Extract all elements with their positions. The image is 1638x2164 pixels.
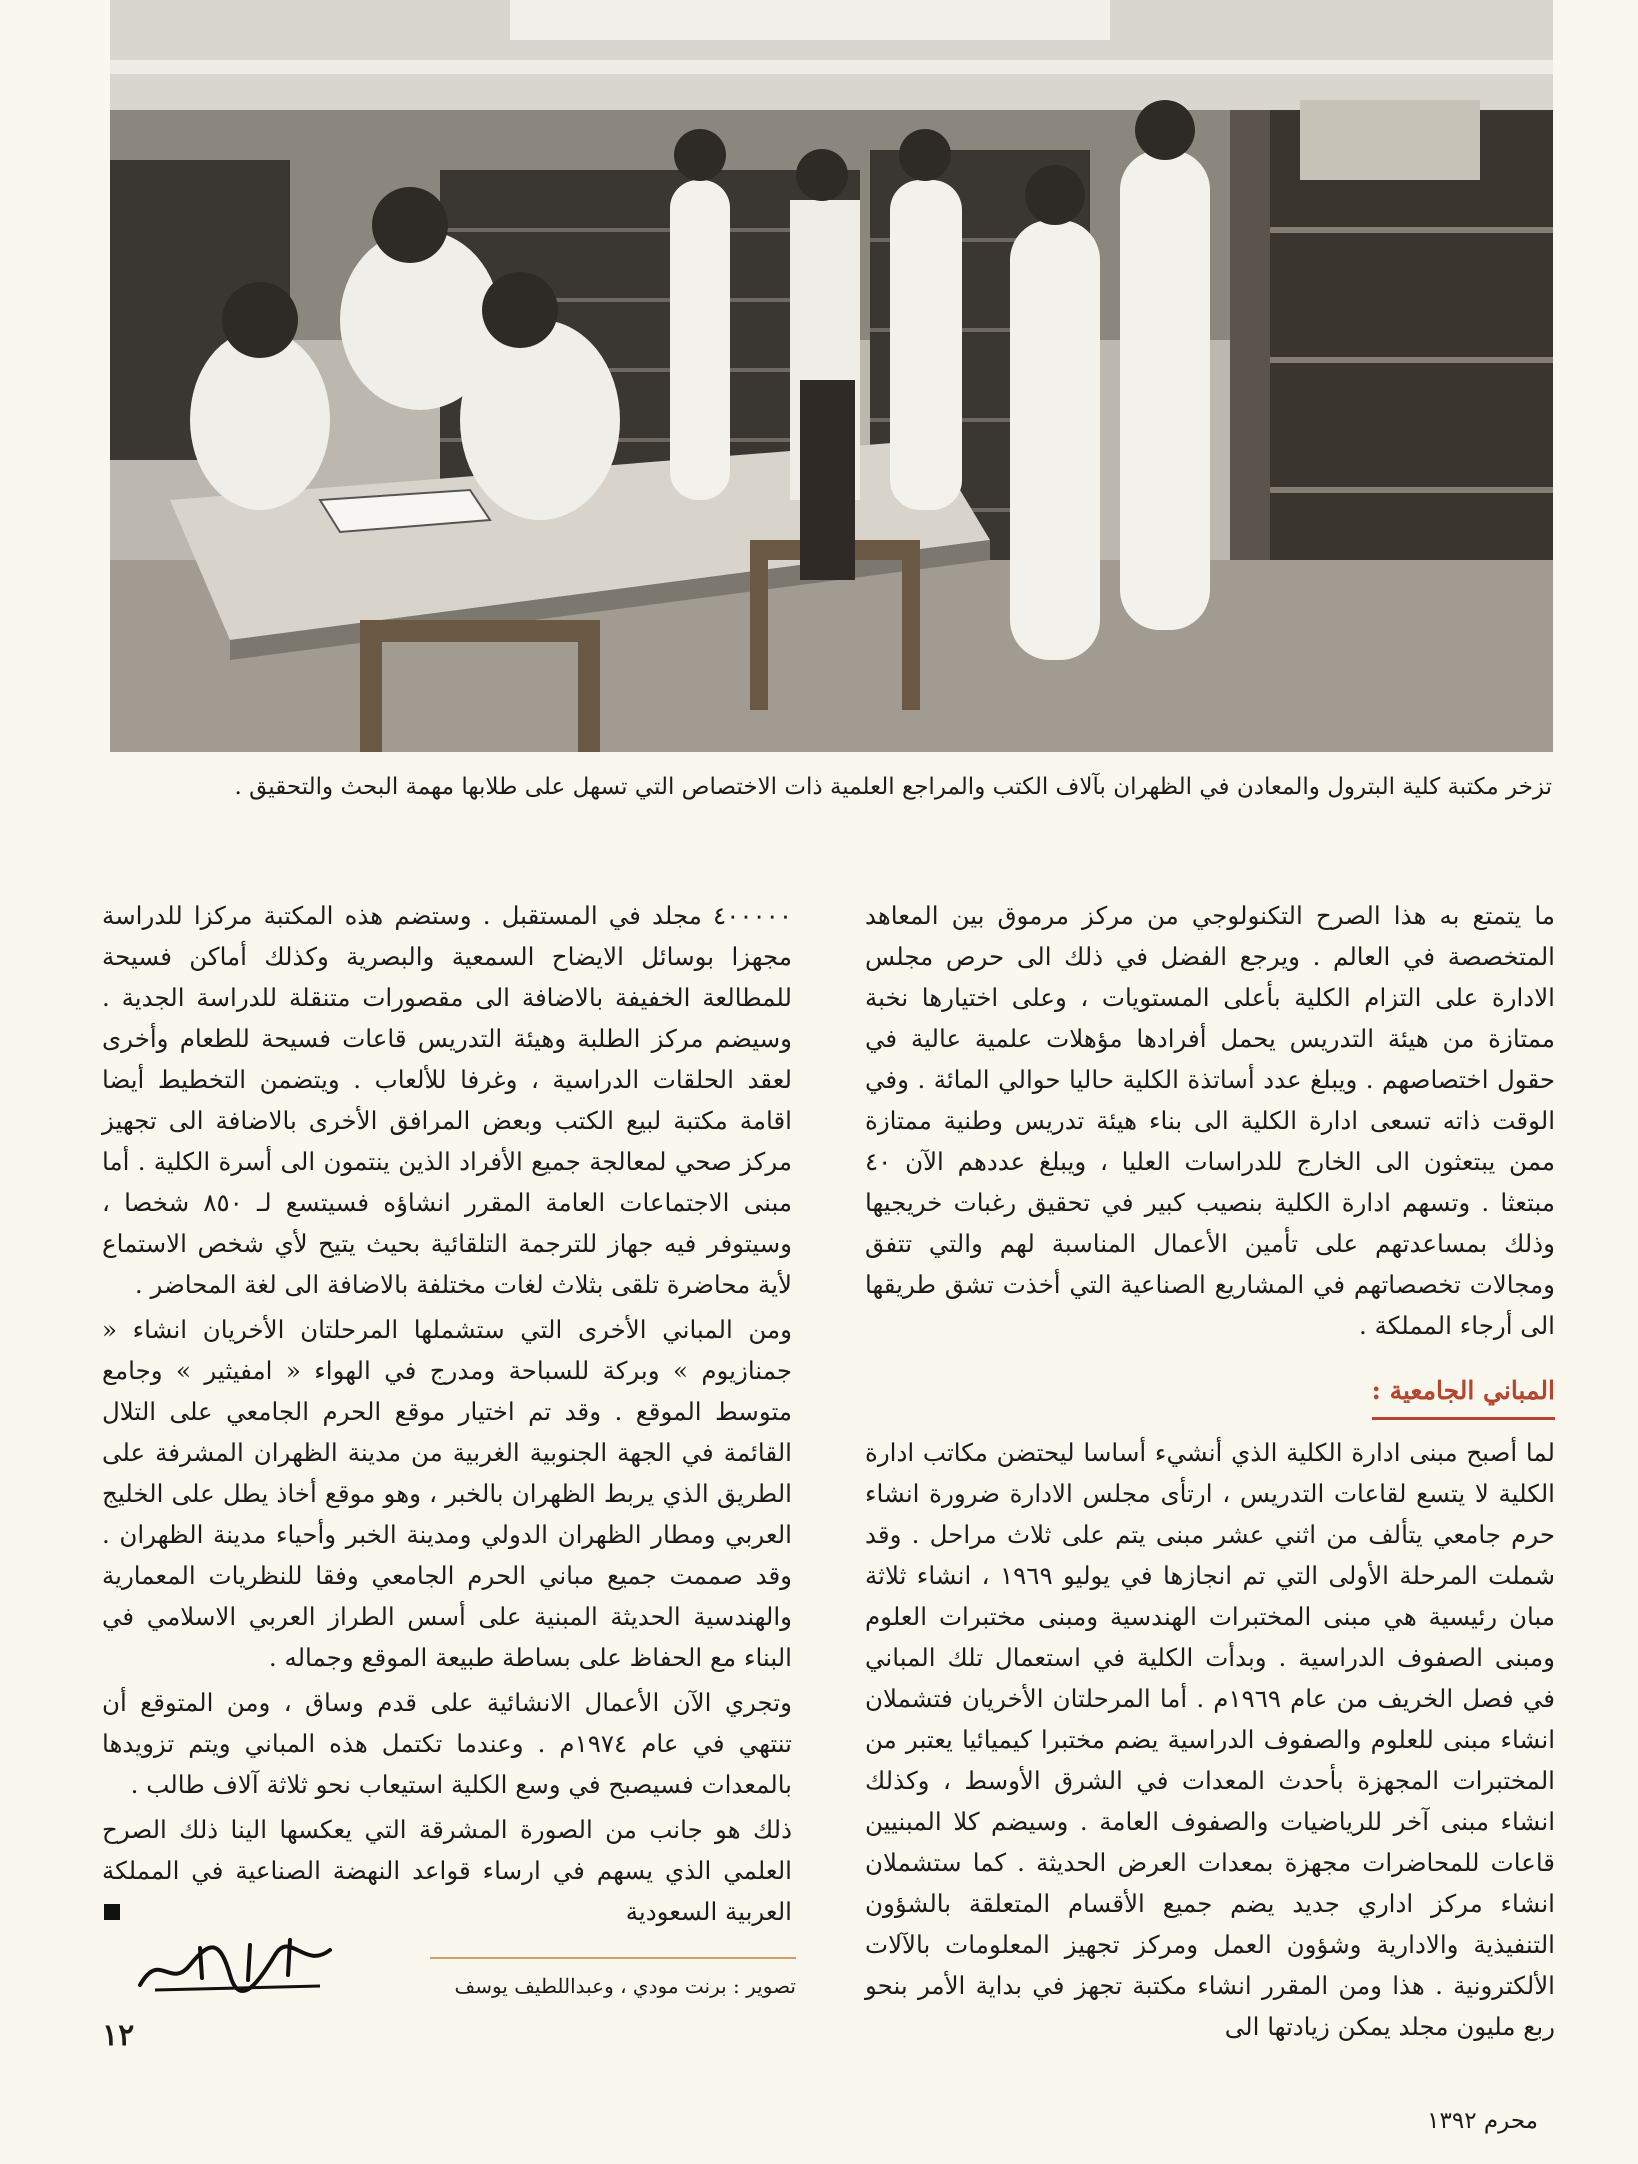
right-paragraph-2: لما أصبح مبنى ادارة الكلية الذي أنشيء أساسا ليحتضن مكاتب ادارة الكلية لا يتسع لقاعات التدريس ، ارتأى مجلس الادارة ضرورة انشاء حرم جامعي يتألف من اثني عشر مبنى يتم على ثلاث مراحل . وقد شملت المرحلة الأولى التي تم انجازها في يوليو ١٩٦٩ ، انشاء ثلاثة مبان رئيسية هي مبنى المختبرات الهندسية ومبنى مختبرات العلوم ومبنى الصفوف الدراسية . وبدأت الكلية في استعمال تلك المباني في فصل الخريف من عام ١٩٦٩م . أما المرحلتان الأخريان فتشملان انشاء مبنى للعلوم والصفوف الدراسية يضم مختبرا كيميائيا يعتبر من المختبرات المجهزة بأحدث المعدات في الشرق الأوسط ، وكذلك انشاء مبنى آخر للرياضيات والصفوف العامة . وسيضم كلا المبنيين قاعات للمحاضرات مجهزة بمعدات العرض الحديثة . كما ستشملان انشاء مركز اداري جديد يضم جميع الأقسام المتعلقة بالشؤون التنفيذية والادارية وشؤون العمل ومركز تجهيز المعلومات بالآلات الألكترونية . هذا ومن المقرر انشاء مكتبة تجهز في بداية الأمر بنحو ربع مليون مجلد يمكن زيادتها الى [865,1438,1555,2041]
end-of-article-mark-icon [104,1904,120,1920]
section-heading: المباني الجامعية : [1372,1370,1555,1420]
library-photo [110,0,1553,752]
right-column [865,895,1555,2051]
author-signature [130,1930,340,2000]
left-column [102,895,792,1936]
left-paragraph-3: وتجري الآن الأعمال الانشائية على قدم وساق ، ومن المتوقع أن تنتهي في عام ١٩٧٤م . وعندما تكتمل هذه المباني ويتم تزويدها بالمعدات فسيصبح في وسع الكلية استيعاب نحو ثلاثة آلاف طالب . [102,1688,792,1799]
photo-credit: تصوير : برنت مودي ، وعبداللطيف يوسف [454,1974,796,1998]
left-paragraph-4: ذلك هو جانب من الصورة المشرقة التي يعكسها الينا ذلك الصرح العلمي الذي يسهم في ارساء قواعد النهضة الصناعية في المملكة العربية السعودية [102,1815,792,1926]
left-paragraph-2: ومن المباني الأخرى التي ستشملها المرحلتان الأخريان انشاء « جمنازيوم » وبركة للسباحة ومدرج في الهواء « امفيثير » وجامع متوسط الموقع . وقد تم اختيار موقع الحرم الجامعي على التلال القائمة في الجهة الجنوبية الغربية من مدينة الظهران المشرفة على الطريق الذي يربط الظهران بالخبر ، وهو موقع أخاذ يطل على الخليج العربي ومطار الظهران الدولي ومدينة الخبر وأحياء مدينة الظهران . وقد صممت جميع مباني الحرم الجامعي وفقا للنظريات المعمارية والهندسية الحديثة المبنية على أسس الطراز العربي الاسلامي في البناء مع الحفاظ على بساطة طبيعة الموقع وجماله . [102,1315,792,1672]
left-paragraph-1: ٤٠٠٠٠٠ مجلد في المستقبل . وستضم هذه المكتبة مركزا للدراسة مجهزا بوسائل الايضاح السمعية والبصرية وكذلك أماكن فسيحة للمطالعة الخفيفة بالاضافة الى مقصورات متنقلة للدراسة الجدية . وسيضم مركز الطلبة وهيئة التدريس قاعات فسيحة للطعام وأخرى لعقد الحلقات الدراسية ، وغرفا للألعاب . ويتضمن التخطيط أيضا اقامة مكتبة لبيع الكتب وبعض المرافق الأخرى بالاضافة الى تجهيز مركز صحي لمعالجة جميع الأفراد الذين ينتمون الى أسرة الكلية . أما مبنى الاجتماعات العامة المقرر انشاؤه فسيتسع لـ ٨٥٠ شخصا ، وسيتوفر فيه جهاز للترجمة التلقائية بحيث يتيح لأي شخص الاستماع لأية محاضرة تلقى بثلاث لغات مختلفة بالاضافة الى لغة المحاضر . [102,901,792,1299]
page-number: ١٢ [102,2018,135,2053]
photo-caption: تزخر مكتبة كلية البترول والمعادن في الظهران بآلاف الكتب والمراجع العلمية ذات الاختصاص التي تسهل على طلابها مهمة البحث والتحقيق . [234,774,1552,800]
credit-divider [430,1957,796,1959]
issue-date: محرم ١٣٩٢ [1427,2108,1538,2134]
right-paragraph-1: ما يتمتع به هذا الصرح التكنولوجي من مركز مرموق بين المعاهد المتخصصة في العالم . ويرجع الفضل في ذلك الى حرص مجلس الادارة على التزام الكلية بأعلى المستويات ، وعلى اختيارها نخبة ممتازة من هيئة التدريس يحمل أفرادها مؤهلات علمية عالية في حقول اختصاصهم . ويبلغ عدد أساتذة الكلية حاليا حوالي المائة . وفي الوقت ذاته تسعى ادارة الكلية الى بناء هيئة تدريس وطنية ممتازة ممن يبتعثون الى الخارج للدراسات العليا ، ويبلغ عددهم الآن ٤٠ مبتعثا . وتسهم ادارة الكلية بنصيب كبير في تحقيق رغبات خريجيها وذلك بمساعدتهم على تأمين الأعمال المناسبة لهم والتي تتفق ومجالات تخصصاتهم في المشاريع الصناعية التي أخذت تشق طريقها الى أرجاء المملكة . [865,901,1555,1340]
